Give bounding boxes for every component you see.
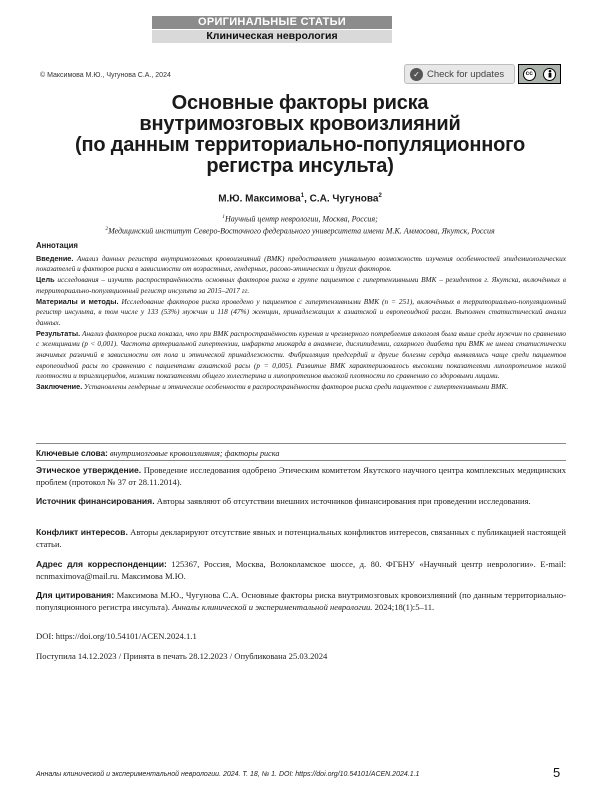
conflict-statement xyxy=(36,527,566,550)
page-footer: Анналы клинической и экспериментальной неврологии. 2024. Т. 18, № 1. DOI: https://doi.org/10.54101/ACEN.2024.1.1 xyxy=(36,771,420,778)
affiliation-mark: 2 xyxy=(105,226,109,232)
ethics-statement xyxy=(36,465,566,488)
correspondence-label: Адрес для корреспонденции: xyxy=(36,559,167,569)
abstract-section-label: Материалы и методы. xyxy=(36,296,119,306)
author-name: С.А. Чугунова xyxy=(309,193,379,205)
affiliation-text: Научный центр неврологии, Москва, Россия; xyxy=(224,214,378,224)
abstract-section-label: Цель xyxy=(36,275,55,285)
citation-tail: 2024;18(1):5–11. xyxy=(372,601,435,612)
publication-dates: Поступила 14.12.2023 / Принята в печать 28.12.2023 / Опубликована 25.03.2024 xyxy=(36,651,328,661)
author-list xyxy=(30,193,570,204)
subsection-header: Клиническая неврология xyxy=(152,30,392,43)
cc-by-license-badge[interactable] xyxy=(518,64,561,84)
correspondence-address xyxy=(36,559,566,582)
crossmark-icon: ✓ xyxy=(410,68,423,81)
author-affiliation-mark: 1 xyxy=(300,193,305,199)
keywords-value: внутримозговые кровоизлияния; факторы риска xyxy=(107,449,280,458)
abstract-methods xyxy=(36,297,566,329)
keywords xyxy=(36,449,566,458)
author-name: М.Ю. Максимова xyxy=(218,193,301,205)
article-title xyxy=(30,93,570,177)
affiliation-text: Медицинский институт Северо-Восточного федерального университета имени М.К. Аммосова, Якутск, Россия xyxy=(108,226,495,236)
citation xyxy=(36,590,566,613)
abstract-conclusion xyxy=(36,382,566,393)
abstract-heading: Аннотация xyxy=(36,241,78,250)
abstract-section-text: Анализ данных регистра внутримозговых кровоизлияний (ВМК) предоставляет уникальную возможность изучения особенностей эпидемиологических показателей и факторов риска в зависимости от возрастных, гендерных, расово-этнических и других факторов. xyxy=(36,253,566,274)
keywords-label: Ключевые слова: xyxy=(36,449,108,458)
abstract-section-text: исследования – изучить распространённость основных факторов риска в группе пациентов с гипертензивными ВМК – резидентов г. Якутска, включённых в территориально-популяционный регистр инсульта за 2015–2017 гг. xyxy=(36,275,566,295)
affiliation xyxy=(30,224,570,237)
conflict-text: Авторы декларируют отсутствие явных и потенциальных конфликтов интересов, связанных с публикацией настоящей статьи. xyxy=(36,527,566,549)
ethics-label: Этическое утверждение. xyxy=(36,465,142,475)
title-line: Основные факторы риска xyxy=(171,92,429,114)
funding-statement xyxy=(36,496,566,508)
funding-label: Источник финансирования. xyxy=(36,496,155,506)
author-separator: , xyxy=(304,193,310,205)
title-line: (по данным территориально-популяционного xyxy=(75,134,525,156)
abstract-section-label: Заключение. xyxy=(36,382,83,392)
page-number: 5 xyxy=(553,765,561,780)
citation-journal: Анналы клинической и экспериментальной неврологии. xyxy=(172,601,373,612)
copyright-notice: © Максимова М.Ю., Чугунова С.А., 2024 xyxy=(40,72,171,79)
conflict-label: Конфликт интересов. xyxy=(36,527,128,537)
section-header: ОРИГИНАЛЬНЫЕ СТАТЬИ xyxy=(152,16,392,29)
abstract-section-label: Введение. xyxy=(36,253,74,263)
funding-text: Авторы заявляют об отсутствии внешних источников финансирования при проведении исследования. xyxy=(154,496,531,506)
correspondence-text: 125367, Россия, Москва, Волоколамское шоссе, д. 80. ФГБНУ «Научный центр неврологии». E-mail: ncnmaximova@mail.ru. Максимова М.Ю. xyxy=(36,559,567,581)
title-line: внутримозговых кровоизлияний xyxy=(139,113,461,135)
abstract-aim xyxy=(36,275,566,296)
cc-icon: cc xyxy=(523,68,536,81)
abstract-section-text: Установлены гендерные и этнические особенности в распространённости факторов риска среди пациентов с гипертензивными ВМК. xyxy=(82,382,509,392)
doi-link[interactable]: DOI: https://doi.org/10.54101/ACEN.2024.1.1 xyxy=(36,631,197,641)
citation-label: Для цитирования: xyxy=(36,590,115,600)
abstract-section-text: Анализ факторов риска показал, что при ВМК распространённость курения и чрезмерного потребления алкоголя была выше среди мужчин по сравнению с женщинами (p < 0,001). Частота артериальной гипертензии, инфаркта миокарда в анамнезе, дислипидемии, сахарного диабета при ВМК не имела статистически значимых различий в зависимости от пола и этнической принадлежности. Фибрилляция предсердий и другие болезни сердца выявлялись чаще среди пациентов европеоидной расы по сравнению с пациентами азиатской расы (p = 0,005). Развитие ВМК характеризовалось высокими показателями липопротеинов низкой плотности и триглицеридов, низкими показателями общего холестерина и липопротеинов высокой плотности по сравнению со здоровыми лицами. xyxy=(36,328,566,381)
divider xyxy=(36,460,566,461)
abstract-introduction xyxy=(36,254,566,275)
check-for-updates-label: Check for updates xyxy=(427,68,505,80)
ethics-text: Проведение исследования одобрено Этическим комитетом Якутского научного центра комплексных медицинских проблем (протокол № 37 от 28.11.2014). xyxy=(36,465,566,487)
citation-text: Максимова М.Ю., Чугунова С.А. Основные факторы риска внутримозговых кровоизлияний (по данным территориально-популяционного регистра инсульта). xyxy=(36,590,566,612)
abstract xyxy=(36,241,566,393)
check-for-updates-button[interactable] xyxy=(404,64,515,84)
affiliation xyxy=(30,212,570,225)
title-line: регистра инсульта) xyxy=(206,155,394,177)
abstract-results xyxy=(36,329,566,383)
abstract-section-label: Результаты. xyxy=(36,328,81,338)
by-person-icon xyxy=(543,68,556,81)
divider xyxy=(36,443,566,444)
affiliation-mark: 1 xyxy=(222,214,225,220)
abstract-section-text: Исследование факторов риска проведено у пациентов с гипертензивными ВМК (n = 251), включённых в территориально-популяционный регистр инсульта, в том числе у 133 (53%) мужчин и 118 (47%) женщин, принадлежащих к азиатской и европеоидной расам. Выполнен статистический анализ данных. xyxy=(36,296,567,327)
author-affiliation-mark: 2 xyxy=(378,193,382,199)
